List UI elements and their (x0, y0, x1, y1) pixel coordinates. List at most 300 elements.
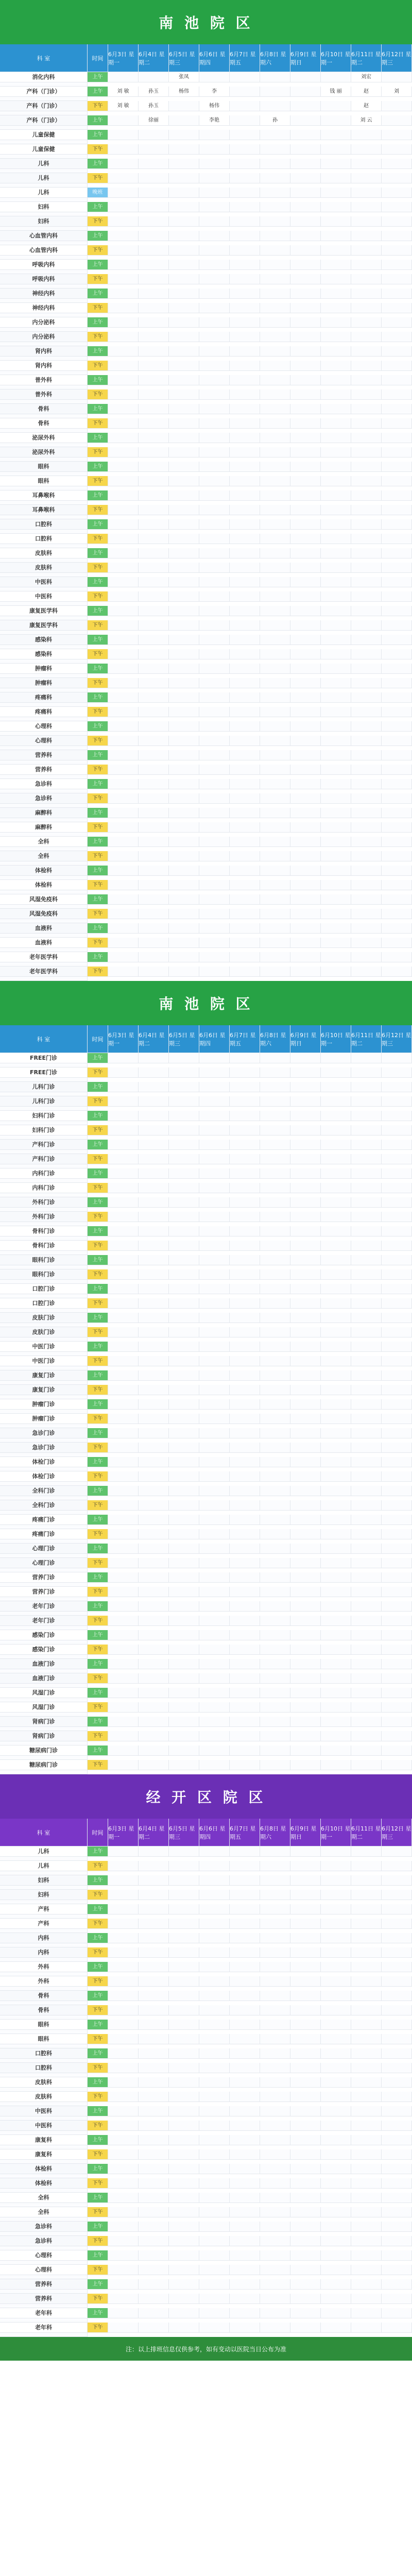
table-row (0, 1140, 412, 1154)
doctor-cell (290, 245, 321, 256)
table-row (0, 1875, 412, 1890)
doctor-cell (199, 880, 230, 890)
doctor-cell (382, 1226, 412, 1236)
dept-cell: 产科（门诊） (0, 115, 88, 126)
time-cell: 下午 (88, 851, 108, 861)
doctor-cell (108, 1457, 139, 1467)
doctor-cell (108, 2265, 139, 2275)
table-row (0, 1616, 412, 1630)
doctor-cell (169, 967, 199, 977)
table-row (0, 1385, 412, 1399)
table-row (0, 577, 412, 591)
doctor-cell (230, 1861, 260, 1871)
doctor-cell (230, 808, 260, 818)
doctor-cell (351, 375, 382, 385)
header-cell: 6月7日 星期五 (230, 1819, 260, 1846)
time-cell: 下午 (88, 389, 108, 400)
time-cell: 上午 (88, 923, 108, 934)
doctor-cell (351, 447, 382, 457)
doctor-cell (139, 664, 169, 674)
dept-cell: 内科门诊 (0, 1183, 88, 1193)
doctor-cell (382, 1183, 412, 1193)
doctor-cell (382, 649, 412, 659)
doctor-cell (321, 591, 351, 602)
table-row (0, 1457, 412, 1471)
doctor-cell (351, 1630, 382, 1640)
table-row (0, 1067, 412, 1082)
time-cell: 上午 (88, 72, 108, 82)
doctor-cell (0, 1078, 88, 1082)
doctor-cell (321, 462, 351, 472)
doctor-cell (169, 1962, 199, 1972)
doctor-cell (139, 793, 169, 804)
doctor-cell (290, 1197, 321, 1208)
doctor-cell (230, 1053, 260, 1063)
time-cell: 下午 (88, 1327, 108, 1337)
doctor-cell (290, 2135, 321, 2145)
doctor-cell (108, 130, 139, 140)
doctor-cell (382, 1919, 412, 1929)
doctor-cell (0, 198, 88, 202)
doctor-cell (169, 2048, 199, 2059)
doctor-cell (108, 2250, 139, 2261)
doctor-cell (108, 1284, 139, 1294)
doctor-cell (0, 429, 88, 433)
doctor-cell (321, 1702, 351, 1713)
doctor-cell (199, 2063, 230, 2073)
doctor-cell (108, 822, 139, 833)
doctor-cell (0, 256, 88, 260)
doctor-cell (290, 548, 321, 558)
header-cell: 6月6日 星期四 (199, 1025, 230, 1053)
doctor-cell (169, 505, 199, 515)
doctor-cell (321, 1486, 351, 1496)
doctor-cell (169, 1414, 199, 1424)
doctor-cell (169, 1587, 199, 1597)
doctor-cell (0, 1381, 88, 1385)
table-row (0, 837, 412, 851)
doctor-cell (260, 361, 290, 371)
doctor-cell (382, 462, 412, 472)
doctor-cell (321, 880, 351, 890)
header-cell: 6月3日 星期一 (108, 44, 139, 72)
doctor-cell (321, 289, 351, 299)
doctor-cell (321, 505, 351, 515)
table-row (0, 2048, 412, 2063)
doctor-cell (199, 1861, 230, 1871)
dept-cell: FREE门诊 (0, 1067, 88, 1078)
table-row (0, 750, 412, 765)
section-nanchi-1 (0, 0, 412, 981)
doctor-cell (260, 2250, 290, 2261)
doctor-cell (230, 692, 260, 703)
doctor-cell: 徐丽 (139, 115, 169, 126)
time-cell: 上午 (88, 159, 108, 169)
dept-cell: 呼吸内科 (0, 260, 88, 270)
doctor-cell (321, 1284, 351, 1294)
doctor-cell (108, 1645, 139, 1655)
doctor-cell (290, 1082, 321, 1092)
time-cell: 下午 (88, 1645, 108, 1655)
doctor-cell (230, 1616, 260, 1626)
header-cell: 科 室 (0, 1819, 88, 1846)
header-cell: 6月5日 星期三 (169, 1025, 199, 1053)
doctor-cell (139, 404, 169, 414)
doctor-cell (351, 2106, 382, 2116)
time-cell: 上午 (88, 231, 108, 241)
doctor-cell (230, 938, 260, 948)
time-cell: 下午 (88, 1067, 108, 1078)
doctor-cell (199, 1688, 230, 1698)
doctor-cell (230, 1544, 260, 1554)
doctor-cell (321, 1356, 351, 1366)
doctor-cell (321, 923, 351, 934)
doctor-cell (108, 866, 139, 876)
table-row (0, 2106, 412, 2121)
doctor-cell (321, 1385, 351, 1395)
doctor-cell (169, 1183, 199, 1193)
doctor-cell (321, 606, 351, 616)
doctor-cell (321, 2121, 351, 2131)
doctor-cell: 李 (199, 87, 230, 97)
doctor-cell (199, 967, 230, 977)
doctor-cell (382, 1688, 412, 1698)
doctor-cell (108, 1572, 139, 1583)
doctor-cell (230, 332, 260, 342)
doctor-cell (108, 2063, 139, 2073)
doctor-cell (351, 505, 382, 515)
doctor-cell (230, 2106, 260, 2116)
doctor-cell (139, 1976, 169, 1987)
doctor-cell (290, 808, 321, 818)
doctor-cell (321, 2279, 351, 2290)
doctor-cell (199, 1630, 230, 1640)
doctor-cell (321, 1846, 351, 1857)
dept-cell: 妇科 (0, 1890, 88, 1900)
doctor-cell (199, 750, 230, 760)
doctor-cell (382, 476, 412, 486)
doctor-cell (199, 1082, 230, 1092)
doctor-cell (382, 2121, 412, 2131)
doctor-cell (321, 375, 351, 385)
dept-cell: FREE门诊 (0, 1053, 88, 1063)
doctor-cell (0, 544, 88, 548)
doctor-cell (351, 433, 382, 443)
doctor-cell (290, 1241, 321, 1251)
doctor-cell (351, 1443, 382, 1453)
doctor-cell (290, 678, 321, 688)
table-row (0, 519, 412, 534)
doctor-cell (351, 866, 382, 876)
table-row (0, 433, 412, 447)
doctor-cell (139, 591, 169, 602)
time-cell: 上午 (88, 952, 108, 962)
doctor-cell (0, 1583, 88, 1587)
doctor-cell (199, 1875, 230, 1886)
dept-cell: 内科 (0, 1933, 88, 1943)
footer-note: 注：以上排班信息仅供参考，如有变动以医院当日公布为准 (0, 2337, 412, 2361)
doctor-cell (139, 1933, 169, 1943)
doctor-cell (290, 1731, 321, 1741)
doctor-cell (321, 952, 351, 962)
dept-cell: 皮肤门诊 (0, 1313, 88, 1323)
header-cell: 6月6日 星期四 (199, 1819, 230, 1846)
time-cell: 上午 (88, 260, 108, 270)
time-cell: 上午 (88, 1399, 108, 1410)
doctor-cell (108, 750, 139, 760)
dept-cell: 老年门诊 (0, 1601, 88, 1612)
time-cell: 上午 (88, 2193, 108, 2203)
doctor-cell (260, 1471, 290, 1482)
doctor-cell (260, 1197, 290, 1208)
doctor-cell (139, 2121, 169, 2131)
doctor-cell (382, 1933, 412, 1943)
dept-cell: 营养科 (0, 2279, 88, 2290)
table-row (0, 144, 412, 159)
doctor-cell (169, 2092, 199, 2102)
doctor-cell (351, 2164, 382, 2174)
doctor-cell (382, 2092, 412, 2102)
table-row (0, 188, 412, 202)
doctor-cell (321, 1197, 351, 1208)
doctor-cell (351, 188, 382, 198)
dept-cell: 中医门诊 (0, 1342, 88, 1352)
table-row (0, 1645, 412, 1659)
doctor-cell: 孙 (260, 115, 290, 126)
doctor-cell (230, 1846, 260, 1857)
doctor-cell (139, 2308, 169, 2318)
doctor-cell: 杨伟 (199, 101, 230, 111)
doctor-cell (0, 1684, 88, 1688)
header-cell: 6月11日 星期二 (351, 44, 382, 72)
doctor-cell (230, 1111, 260, 1121)
doctor-cell (139, 765, 169, 775)
section-title: 经 开 区 院 区 (0, 1774, 412, 1819)
dept-cell: 儿科 (0, 159, 88, 169)
doctor-cell (0, 2131, 88, 2135)
time-cell: 上午 (88, 1544, 108, 1554)
doctor-cell (199, 2193, 230, 2203)
doctor-cell (108, 72, 139, 82)
doctor-cell (199, 923, 230, 934)
table-row (0, 289, 412, 303)
doctor-cell (382, 1284, 412, 1294)
doctor-cell (260, 2178, 290, 2189)
doctor-cell (290, 1717, 321, 1727)
dept-cell: 皮肤科 (0, 563, 88, 573)
doctor-cell (351, 216, 382, 227)
doctor-cell (199, 808, 230, 818)
doctor-cell (351, 664, 382, 674)
time-cell: 上午 (88, 2164, 108, 2174)
doctor-cell (230, 967, 260, 977)
doctor-cell (139, 1846, 169, 1857)
doctor-cell (290, 707, 321, 717)
doctor-cell (139, 866, 169, 876)
doctor-cell (169, 1385, 199, 1395)
doctor-cell (0, 948, 88, 952)
doctor-cell (108, 2135, 139, 2145)
doctor-cell (169, 346, 199, 357)
doctor-cell (230, 1558, 260, 1568)
doctor-cell (351, 894, 382, 905)
table-row (0, 1846, 412, 1861)
doctor-cell (351, 563, 382, 573)
doctor-cell (230, 1125, 260, 1136)
doctor-cell (260, 1125, 290, 1136)
doctor-cell (290, 2207, 321, 2217)
doctor-cell (321, 1933, 351, 1943)
time-cell: 晚班 (88, 188, 108, 198)
schedule-rows (0, 1053, 412, 1774)
doctor-cell (108, 1342, 139, 1352)
doctor-cell (0, 631, 88, 635)
doctor-cell (321, 2005, 351, 2015)
doctor-cell (139, 1919, 169, 1929)
doctor-cell (260, 389, 290, 400)
doctor-cell (139, 1457, 169, 1467)
doctor-cell (139, 519, 169, 530)
doctor-cell (382, 361, 412, 371)
doctor-cell (260, 837, 290, 847)
doctor-cell (260, 1673, 290, 1684)
doctor-cell (382, 2063, 412, 2073)
doctor-cell (139, 1226, 169, 1236)
doctor-cell (199, 404, 230, 414)
doctor-cell (382, 765, 412, 775)
time-cell: 下午 (88, 591, 108, 602)
doctor-cell (0, 703, 88, 707)
doctor-cell (108, 2222, 139, 2232)
doctor-cell (260, 519, 290, 530)
table-row (0, 649, 412, 664)
doctor-cell (108, 2034, 139, 2044)
doctor-cell (290, 418, 321, 429)
doctor-cell (290, 1875, 321, 1886)
doctor-cell (290, 2020, 321, 2030)
table-row (0, 2294, 412, 2308)
doctor-cell (139, 2294, 169, 2304)
table-row (0, 1111, 412, 1125)
doctor-cell (199, 1154, 230, 1164)
doctor-cell (260, 462, 290, 472)
time-cell: 下午 (88, 2265, 108, 2275)
doctor-cell (382, 1630, 412, 1640)
doctor-cell (290, 952, 321, 962)
doctor-cell (290, 1846, 321, 1857)
doctor-cell (169, 389, 199, 400)
doctor-cell (290, 1616, 321, 1626)
doctor-cell (230, 750, 260, 760)
doctor-cell (290, 2250, 321, 2261)
doctor-cell (169, 1428, 199, 1438)
doctor-cell (169, 1890, 199, 1900)
header-cell: 6月12日 星期三 (382, 44, 412, 72)
doctor-cell (351, 1846, 382, 1857)
doctor-cell (199, 1673, 230, 1684)
doctor-cell (169, 779, 199, 789)
dept-cell: 妇科 (0, 202, 88, 212)
doctor-cell (0, 501, 88, 505)
doctor-cell (230, 952, 260, 962)
doctor-cell (199, 1197, 230, 1208)
dept-cell: 产科 (0, 1904, 88, 1914)
doctor-cell (260, 144, 290, 155)
time-cell: 上午 (88, 1284, 108, 1294)
doctor-cell (199, 1212, 230, 1222)
doctor-cell (321, 1457, 351, 1467)
doctor-cell (199, 245, 230, 256)
doctor-cell (230, 1457, 260, 1467)
doctor-cell (321, 822, 351, 833)
doctor-cell (382, 822, 412, 833)
dept-cell: 心理科 (0, 2250, 88, 2261)
time-cell: 上午 (88, 1168, 108, 1179)
doctor-cell (351, 1544, 382, 1554)
doctor-cell (108, 1399, 139, 1410)
dept-cell: 眼科 (0, 462, 88, 472)
doctor-cell (260, 1875, 290, 1886)
doctor-cell (108, 2048, 139, 2059)
doctor-cell (139, 462, 169, 472)
doctor-cell (290, 2077, 321, 2088)
doctor-cell (199, 1385, 230, 1395)
doctor-cell (139, 1212, 169, 1222)
doctor-cell (139, 1082, 169, 1092)
header-cell: 6月5日 星期三 (169, 1819, 199, 1846)
doctor-cell (382, 1717, 412, 1727)
doctor-cell (0, 1871, 88, 1875)
doctor-cell (139, 2164, 169, 2174)
doctor-cell (382, 967, 412, 977)
doctor-cell (382, 447, 412, 457)
doctor-cell (108, 1745, 139, 1756)
doctor-cell (230, 1342, 260, 1352)
doctor-cell (321, 1269, 351, 1280)
doctor-cell (260, 216, 290, 227)
doctor-cell (169, 2164, 199, 2174)
doctor-cell (199, 72, 230, 82)
time-cell: 下午 (88, 418, 108, 429)
doctor-cell (290, 332, 321, 342)
doctor-cell (199, 173, 230, 183)
doctor-cell (321, 1962, 351, 1972)
doctor-cell (351, 389, 382, 400)
doctor-cell (230, 880, 260, 890)
doctor-cell (0, 789, 88, 793)
doctor-cell (199, 1616, 230, 1626)
doctor-cell (0, 2174, 88, 2178)
doctor-cell (290, 2048, 321, 2059)
time-cell: 下午 (88, 1154, 108, 1164)
doctor-cell (230, 1140, 260, 1150)
doctor-cell (139, 1702, 169, 1713)
time-cell: 下午 (88, 909, 108, 919)
dept-cell: 外科门诊 (0, 1197, 88, 1208)
doctor-cell (290, 389, 321, 400)
doctor-cell (108, 1096, 139, 1107)
doctor-cell (260, 346, 290, 357)
doctor-cell (108, 1890, 139, 1900)
doctor-cell (382, 2149, 412, 2160)
doctor-cell (351, 2250, 382, 2261)
doctor-cell (382, 1659, 412, 1669)
time-cell: 下午 (88, 1616, 108, 1626)
doctor-cell (260, 1976, 290, 1987)
doctor-cell (108, 606, 139, 616)
doctor-cell (351, 159, 382, 169)
doctor-cell (169, 678, 199, 688)
